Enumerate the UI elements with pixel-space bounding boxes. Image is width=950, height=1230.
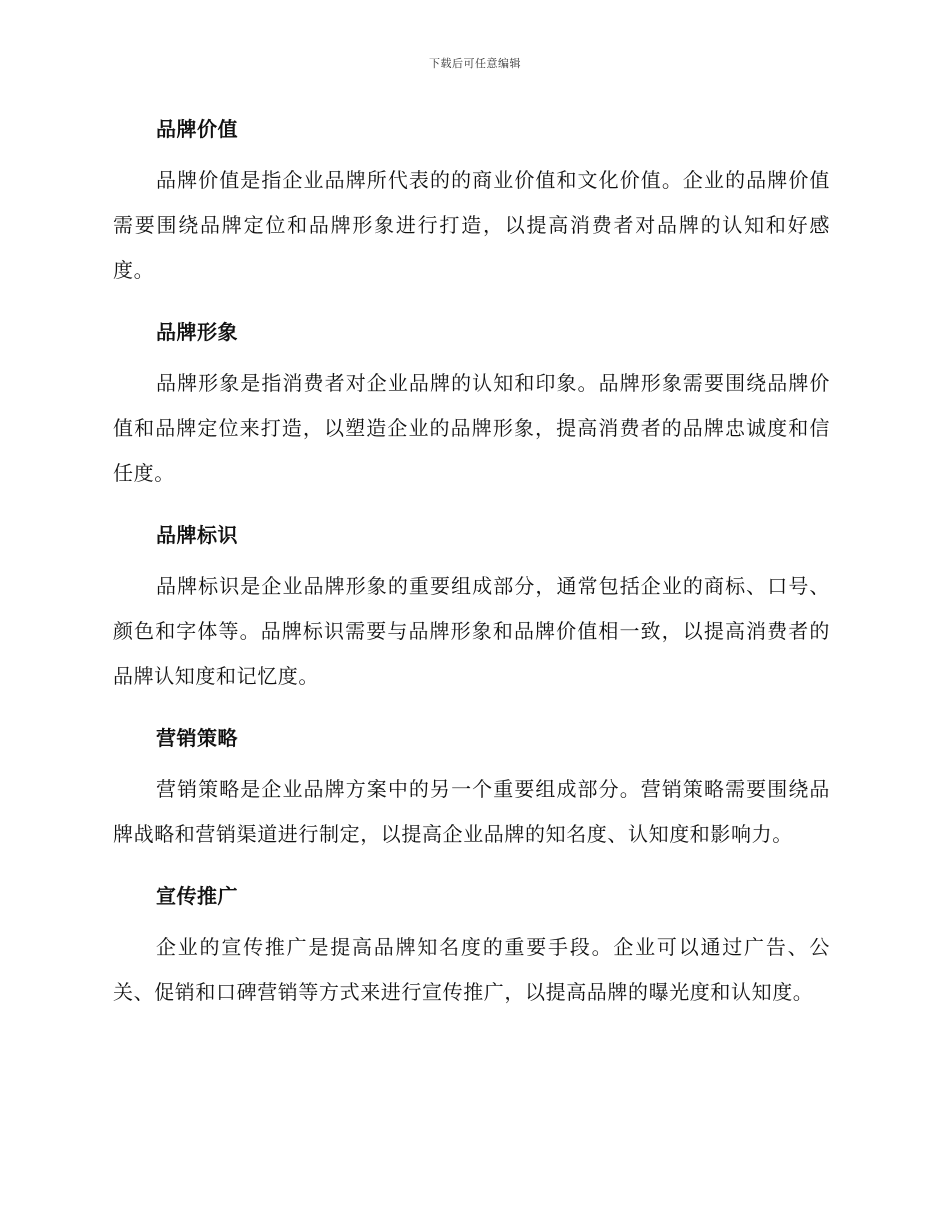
header-note: 下载后可任意编辑 bbox=[429, 57, 521, 70]
section-heading-brand-identity: 品牌标识 bbox=[156, 523, 238, 547]
section-body-brand-value: 品牌价值是指企业品牌所代表的的商业价值和文化价值。企业的品牌价值需要围绕品牌定位和品牌形象进行打造，以提高消费者对品牌的认知和好感度。 bbox=[113, 168, 830, 282]
section-heading-brand-image: 品牌形象 bbox=[156, 320, 238, 344]
section-body-marketing-strategy: 营销策略是企业品牌方案中的另一个重要组成部分。营销策略需要围绕品牌战略和营销渠道进行制定，以提高企业品牌的知名度、认知度和影响力。 bbox=[113, 777, 830, 846]
section-heading-promotion: 宣传推广 bbox=[156, 884, 238, 908]
section-body-promotion: 企业的宣传推广是提高品牌知名度的重要手段。企业可以通过广告、公关、促销和口碑营销等方式来进行宣传推广，以提高品牌的曝光度和认知度。 bbox=[113, 935, 830, 1004]
section-body-brand-identity: 品牌标识是企业品牌形象的重要组成部分，通常包括企业的商标、口号、颜色和字体等。品牌标识需要与品牌形象和品牌价值相一致，以提高消费者的品牌认知度和记忆度。 bbox=[113, 574, 830, 688]
document-content bbox=[113, 112, 830, 1015]
section-heading-marketing-strategy: 营销策略 bbox=[156, 726, 238, 750]
section-body-brand-image: 品牌形象是指消费者对企业品牌的认知和印象。品牌形象需要围绕品牌价值和品牌定位来打造，以塑造企业的品牌形象，提高消费者的品牌忠诚度和信任度。 bbox=[113, 371, 830, 485]
section-heading-brand-value: 品牌价值 bbox=[156, 117, 238, 141]
